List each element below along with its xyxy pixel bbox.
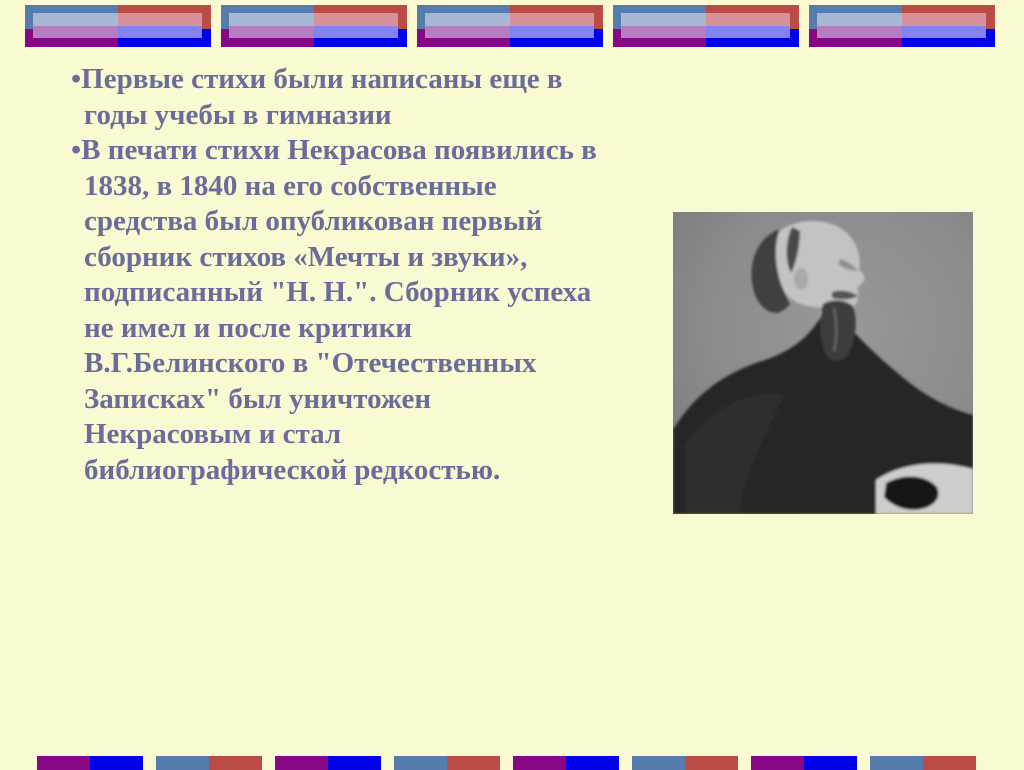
top-decor-bar-inner	[817, 13, 986, 38]
bullet-marker: •	[71, 134, 82, 166]
decor-segment	[314, 13, 399, 26]
decor-segment	[510, 13, 595, 26]
decor-segment	[510, 26, 595, 39]
top-decor-bar	[809, 5, 995, 47]
list-item	[71, 133, 598, 488]
top-decor-bar-inner	[33, 13, 202, 38]
decor-segment	[118, 26, 203, 39]
decor-segment	[425, 26, 510, 39]
decor-segment	[902, 13, 987, 26]
bullet-marker: •	[71, 63, 82, 95]
decor-segment	[118, 13, 203, 26]
decor-segment	[425, 13, 510, 26]
decor-segment	[229, 26, 314, 39]
decor-segment	[314, 26, 399, 39]
decor-segment	[33, 26, 118, 39]
top-decor-bar	[25, 5, 211, 47]
portrait-photo-graphic	[673, 212, 973, 514]
top-decor-bar	[417, 5, 603, 47]
decor-segment	[706, 13, 791, 26]
decor-segment	[706, 26, 791, 39]
bullet-list	[71, 62, 598, 488]
decor-segment	[902, 26, 987, 39]
top-decor-bar-inner	[621, 13, 790, 38]
nekrasov-portrait-photo	[673, 212, 973, 514]
top-decorative-bars	[25, 5, 995, 47]
decor-segment	[229, 13, 314, 26]
top-decor-bar	[613, 5, 799, 47]
bullet-text: В печати стихи Некрасова появились в 1838, в 1840 на его собственные средства был опубликован первый сборник стихов «Мечты и звуки», подписанный "Н. Н.". Сборник успеха не имел и после критики В.Г.Белинского в "Отечественных Записках" был уничтожен Некрасовым и стал библиографической редкостью.	[81, 134, 597, 486]
decor-segment	[621, 13, 706, 26]
list-item	[71, 62, 598, 133]
bullet-text: Первые стихи были написаны еще в годы учебы в гимназии	[81, 63, 563, 131]
decor-segment	[33, 13, 118, 26]
top-decor-bar-inner	[425, 13, 594, 38]
top-decor-bar-inner	[229, 13, 398, 38]
top-decor-bar	[221, 5, 407, 47]
decor-segment	[817, 13, 902, 26]
decor-segment	[621, 26, 706, 39]
decor-segment	[817, 26, 902, 39]
